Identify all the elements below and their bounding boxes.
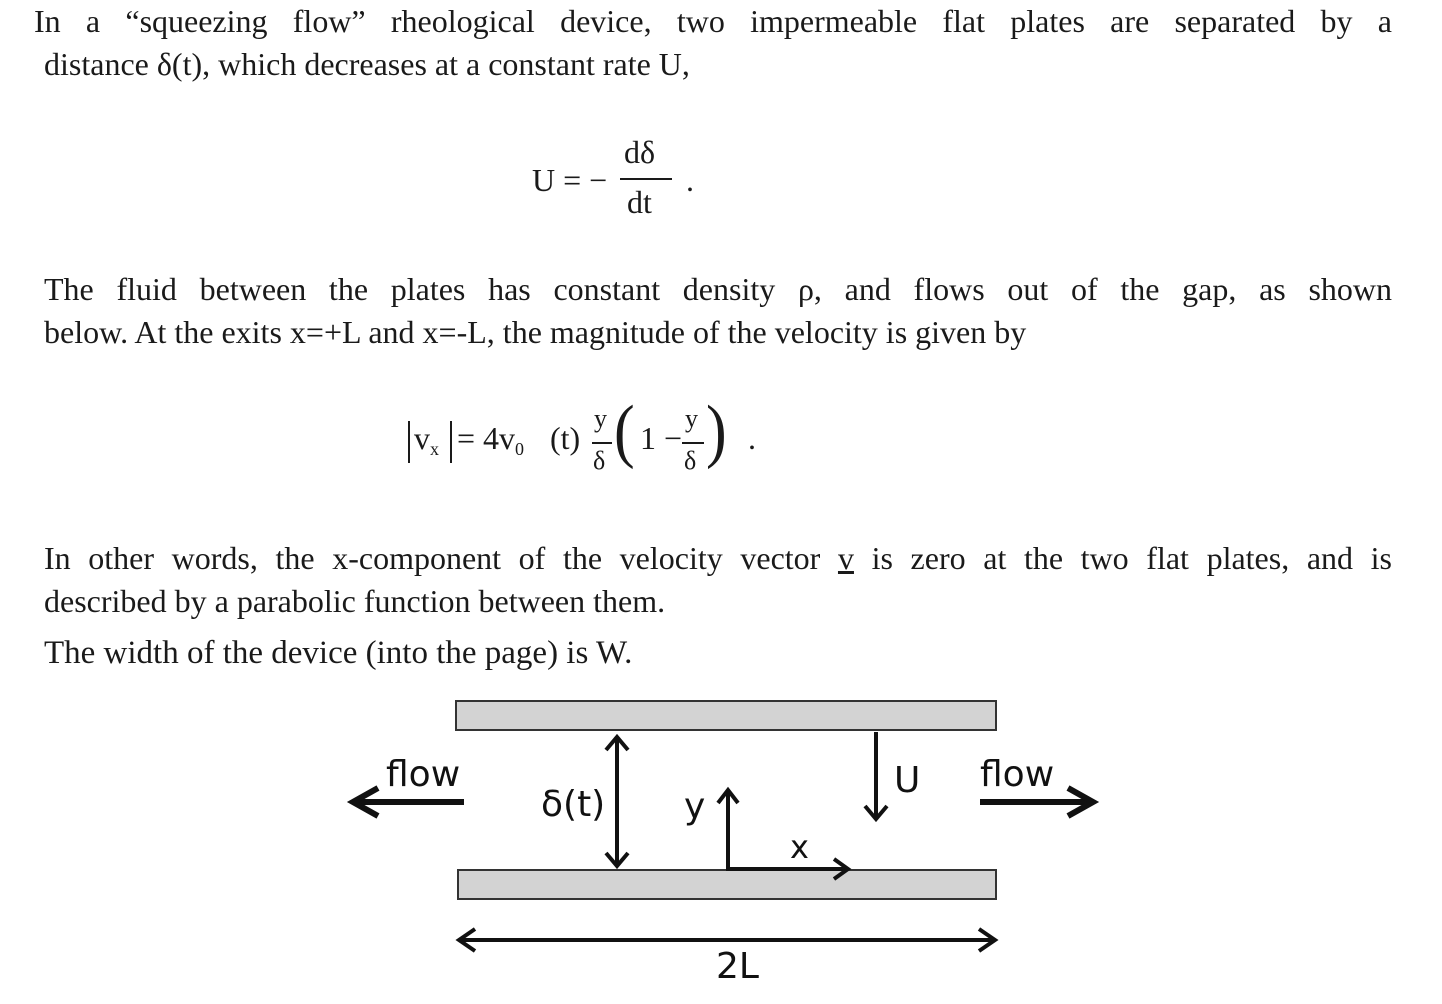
eq2-frac2-num: y <box>685 404 698 433</box>
flow-left-label: flow <box>386 754 461 795</box>
u-label: U <box>894 760 921 801</box>
eq2-one-minus: 1 − <box>640 420 683 456</box>
eq2-period: . <box>748 420 756 456</box>
equation-rate-denominator: dt <box>627 184 652 220</box>
velocity-line-2: described by a parabolic function between them. <box>44 583 666 619</box>
plate-velocity-arrow <box>865 732 887 819</box>
intro-line-1: In a “squeezing flow” rheological device, two impermeable flat plates are separated by a <box>34 3 1392 39</box>
eq2-frac2-den: δ <box>684 446 697 475</box>
eq2-paren-open: ( <box>614 391 635 471</box>
eq2-t: (t) <box>550 420 581 456</box>
eq2-rhs: = 4v0 <box>457 420 525 459</box>
eq2-frac1-num: y <box>594 404 607 433</box>
eq2-paren-close: ) <box>706 391 727 471</box>
eq2-v: vx <box>414 420 439 459</box>
bottom-plate <box>458 870 996 899</box>
fluid-line-2: below. At the exits x=+L and x=-L, the magnitude of the velocity is given by <box>44 314 1027 350</box>
length-label: 2L <box>716 946 759 987</box>
equation-rate-period: . <box>686 162 694 198</box>
intro-line-2: distance δ(t), which decreases at a constant rate U, <box>44 46 690 82</box>
width-paragraph: The width of the device (into the page) is W. <box>44 635 633 671</box>
equation-rate-numerator: dδ <box>624 134 656 170</box>
gap-label: δ(t) <box>541 784 606 825</box>
top-plate <box>456 701 996 730</box>
velocity-line-1: In other words, the x-component of the velocity vector v is zero at the two flat plates, and is <box>44 540 1393 576</box>
y-axis-label: y <box>684 786 706 827</box>
gap-double-arrow <box>606 737 628 866</box>
x-axis-label: x <box>790 828 809 866</box>
flow-right-label: flow <box>980 754 1055 795</box>
fluid-line-1: The fluid between the plates has constant density ρ, and flows out of the gap, as shown <box>44 271 1392 307</box>
equation-rate-lhs: U = − <box>532 162 608 198</box>
velocity-vector-symbol: v <box>837 540 854 576</box>
eq2-frac1-den: δ <box>593 446 606 475</box>
coordinate-axes <box>718 790 848 879</box>
